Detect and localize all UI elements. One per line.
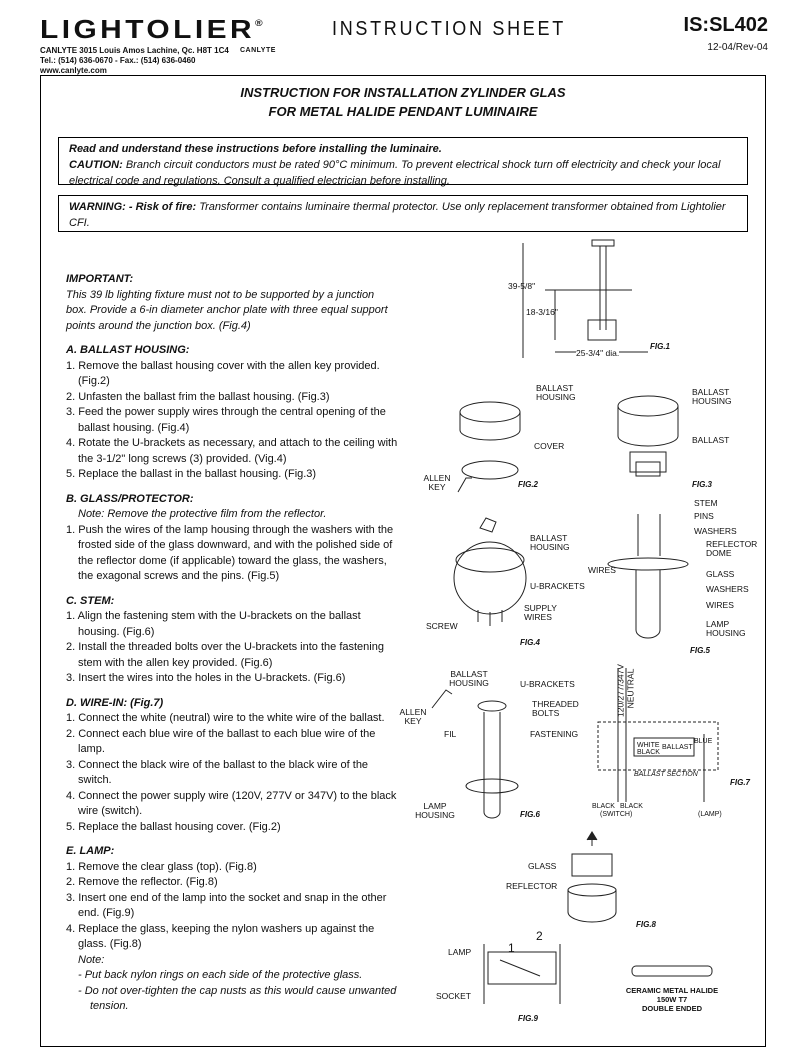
section-b-note: Note: Remove the protective film from the reflector. (78, 508, 327, 520)
caution-label: CAUTION: (69, 159, 123, 171)
canlyte-logo: CANLYTE (240, 47, 276, 54)
warning-label: WARNING: - Risk of fire: (69, 201, 197, 213)
list-item: 5. Replace the ballast housing cover. (Fig.2) (66, 820, 281, 833)
fig9-drawing (484, 941, 560, 1004)
fig6-label: FIG.6 (520, 810, 541, 819)
list-item: 3. Insert the wires into the holes in the U-brackets. (Fig.6) (66, 672, 346, 684)
list-item: 2. Install the threaded bolts over the U-brackets into the fastening stem with the allen key provided. (Fig.6) (66, 641, 384, 669)
fig8-drawing (568, 832, 616, 922)
fig6-fil: FIL (444, 729, 457, 739)
fig1-dim-mid: 18-3/16" (526, 307, 558, 317)
fig6-threaded-bolts: THREADED BOLTS (532, 699, 579, 718)
list-item: 1. Align the fastening stem with the U-brackets on the ballast housing. (Fig.6) (66, 610, 361, 638)
fig5-drawing (608, 514, 688, 638)
fig7-white: WHITE (637, 742, 660, 749)
section-d-title: D. WIRE-IN: (Fig.7) (66, 696, 164, 709)
fig7-black: BLACK (637, 749, 660, 756)
list-item: 2. Connect each blue wire of the ballast to each blue wire of the lamp. (66, 727, 376, 755)
important-title: IMPORTANT: (66, 273, 134, 285)
fig6-allen-key: ALLEN KEY (399, 707, 427, 726)
fig5-washers: WASHERS (694, 526, 737, 536)
fig8-reflector: REFLECTOR (506, 881, 558, 891)
warning-text: Transformer contains luminaire thermal protector. Use only replacement transformer obtained from Lightolier CFI. (69, 201, 726, 229)
section-b-title: B. GLASS/PROTECTOR: (66, 492, 194, 505)
fig5-lamp-housing: LAMP HOUSING (706, 619, 746, 638)
fig1-label: FIG.1 (650, 342, 671, 351)
fig1-dim-height: 39-5/8" (508, 281, 536, 291)
fig7-voltage: 120/277/347V (615, 664, 626, 717)
fig5-glass: GLASS (706, 569, 735, 579)
fig5-label: FIG.5 (690, 646, 711, 655)
fig7-ballast: BALLAST (662, 744, 693, 751)
lamp-drawing (632, 966, 712, 976)
fig5-wires-right: WIRES (706, 600, 734, 610)
section-e-title: E. LAMP: (66, 845, 115, 857)
important-text: This 39 lb lighting fixture must not to be supported by a junction box. Provide a 6-in diameter anchor plate with three equal support points around the junction box. (Fig.4) (66, 288, 388, 332)
list-item: 2. Remove the reflector. (Fig.8) (66, 876, 218, 888)
document-id: IS:SL402 (683, 14, 768, 36)
fig2-allen-key: ALLEN KEY (423, 473, 451, 492)
fig7-ballast-section: BALLAST SECTION (634, 771, 698, 778)
fig2-ballast-housing: BALLAST HOUSING (536, 383, 576, 402)
page-heading: INSTRUCTION FOR INSTALLATION ZYLINDER GLAS FOR METAL HALIDE PENDANT LUMINAIRE (240, 85, 566, 119)
fig4-screw: SCREW (426, 621, 458, 631)
fig9-step-2: 2 (536, 929, 543, 943)
revision-date: 12-04/Rev-04 (707, 42, 768, 53)
list-item: 3. Insert one end of the lamp into the socket and snap in the other end. (Fig.9) (66, 891, 387, 919)
fig7-switch: (SWITCH) (600, 811, 633, 818)
fig5-reflector-dome: REFLECTOR DOME (706, 539, 758, 558)
caution-text: Branch circuit conductors must be rated 90°C minimum. To prevent electrical shock turn off electricity and check your local electrical code and regulations. Consult a qualified electrician before installing. (69, 159, 721, 187)
section-c-title: C. STEM: (66, 594, 115, 607)
fig4-ballast-housing: BALLAST HOUSING (530, 533, 570, 552)
fig7-blue: BLUE (694, 738, 713, 745)
list-item: 1. Remove the ballast housing cover with the allen key provided. (Fig.2) (66, 359, 380, 387)
list-item: 1. Connect the white (neutral) wire to the white wire of the ballast. (66, 712, 385, 724)
list-item: 1. Push the wires of the lamp housing through the washers with the frosted side of the glass downward, and with the polished side of the reflector dome (if applicable) toward the glass, the washers, the exagonal screws and the pins. (Fig.5) (66, 523, 394, 582)
fig4-label: FIG.4 (520, 638, 541, 647)
fig2-cover: COVER (534, 441, 565, 451)
fig7-black-left: BLACK (592, 803, 615, 810)
company-address: CANLYTE 3015 Louis Amos Lachine, Qc. H8T 1C4 Tel.: (514) 636-0670 - Fax.: (514) 636-0460 www.canlyte.com (40, 46, 229, 75)
fig3-ballast-housing: BALLAST HOUSING (692, 387, 732, 406)
fig6-drawing (432, 690, 518, 818)
fig5-wires-left: WIRES (588, 565, 616, 575)
fig7-black-right: BLACK (620, 803, 643, 810)
list-item: 4. Connect the power supply wire (120V, 277V or 347V) to the black wire (switch). (66, 789, 397, 817)
fig6-fastening: FASTENING (530, 729, 579, 739)
fig3-ballast: BALLAST (692, 435, 730, 445)
list-item: - Put back nylon rings on each side of the protective glass. (78, 969, 363, 981)
fig5-stem: STEM (694, 498, 718, 508)
fig2-drawing (458, 402, 520, 492)
caution-box: Read and understand these instructions before installing the luminaire. CAUTION: Branch circuit conductors must be rated 90°C minimum. To prevent electrical shock turn off electricity and check your local electrical code and regulations. Consult a qualified electrician before installing. (58, 137, 748, 185)
brand-logo: LIGHTOLIER® (40, 14, 263, 44)
section-a-title: A. BALLAST HOUSING: (66, 344, 190, 356)
fig4-supply-wires: SUPPLY WIRES (524, 603, 557, 622)
fig7-neutral: NEUTRAL (625, 668, 636, 709)
list-item: 2. Unfasten the ballast frim the ballast housing. (Fig.3) (66, 390, 330, 403)
list-item: 5. Replace the ballast in the ballast housing. (Fig.3) (66, 468, 317, 480)
fig9-step-1: 1 (508, 941, 515, 955)
fig7-label: FIG.7 (730, 778, 751, 787)
fig4-u-brackets: U-BRACKETS (530, 581, 585, 591)
fig7-lamp: (LAMP) (698, 811, 722, 818)
fig2-label: FIG.2 (518, 480, 539, 489)
fig6-lamp-housing: LAMP HOUSING (415, 801, 455, 820)
fig9-socket: SOCKET (436, 991, 471, 1001)
lamp-caption: CERAMIC METAL HALIDE 150W T7 DOUBLE ENDED (625, 986, 719, 1013)
fig6-u-brackets: U-BRACKETS (520, 679, 575, 689)
fig8-label: FIG.8 (636, 920, 657, 929)
fig9-label: FIG.9 (518, 1014, 539, 1023)
list-item: 4. Replace the glass, keeping the nylon washers up against the glass. (Fig.8) (66, 922, 375, 950)
fig1-drawing (523, 240, 648, 358)
list-item: 4. Rotate the U-brackets as necessary, and attach to the ceiling with the 3-1/2" long screws (3) provided. (Vig.4) (66, 437, 398, 465)
fig5-washers-lower: WASHERS (706, 584, 749, 594)
list-item: 3. Connect the black wire of the ballast to the black wire of the switch. (66, 758, 369, 786)
list-item: - Do not over-tighten the cap nusts as this would cause unwanted tension. (78, 984, 397, 1012)
fig5-pins: PINS (694, 511, 714, 521)
fig6-ballast-housing: BALLAST HOUSING (449, 669, 489, 688)
document-title: INSTRUCTION SHEET (332, 18, 566, 40)
fig4-drawing (454, 518, 526, 626)
section-e-note-title: Note: (78, 953, 105, 966)
fig3-drawing (618, 396, 678, 476)
fig3-label: FIG.3 (692, 480, 713, 489)
fig8-glass: GLASS (528, 861, 557, 871)
list-item: 1. Remove the clear glass (top). (Fig.8) (66, 860, 257, 873)
list-item: 3. Feed the power supply wires through the central opening of the ballast housing. (Fig.4) (66, 406, 386, 434)
fig1-dim-dia: 25-3/4" dia. (576, 348, 620, 358)
fig9-lamp: LAMP (448, 947, 472, 957)
